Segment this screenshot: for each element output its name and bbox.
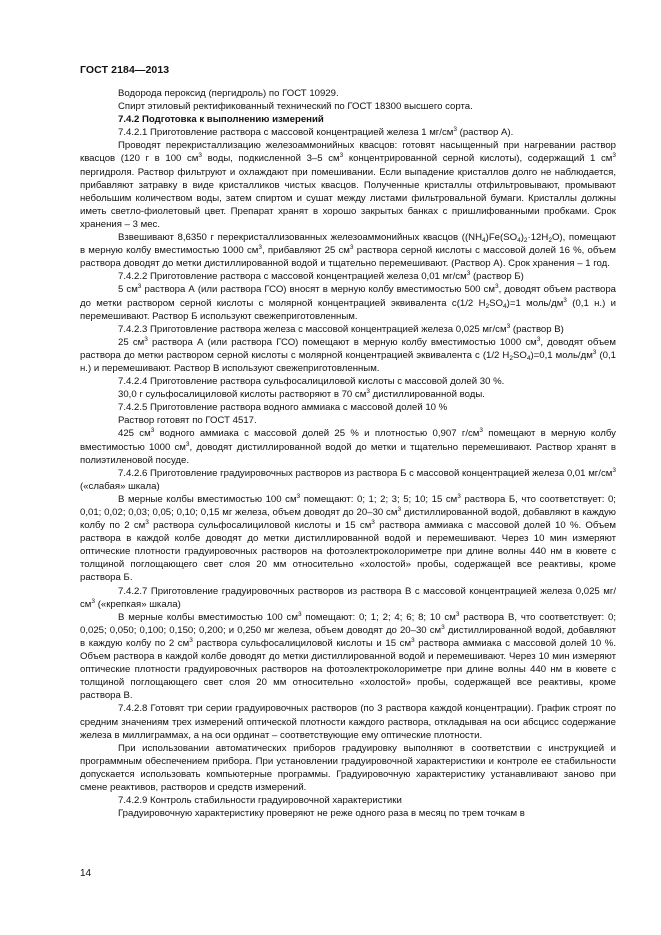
- paragraph: 7.4.2.9 Контроль стабильности градуировочной характеристики: [118, 795, 402, 807]
- paragraph: 5 $см^3$ раствора А (или раствора ГСО) вносят в мерную колбу вместимостью 500 $см^3$, доводят объем раствора до метки раствором серной кислоты с молярной концентрацией эквивалента с(1/2 $H_2SO_4)=1$ моль/$дм^3$ (0,1 н.) и перемешивают. Раствор Б используют свежеприготовленным.: [80, 283, 616, 322]
- paragraph: В мерные колбы вместимостью 100 $см^3$ помещают: 0; 1; 2; 3; 5; 10; 15 $см^3$ раствора Б, что соответствует: 0; 0,01; 0,02; 0,03; 0,05; 0,10; 0,15 мг железа, объем доводят до 20–30 $см^3$ дистиллированной водой, добавляют в каждую колбу по 2 $см^3$ раствора сульфосалициловой кислоты и 15 $см^3$ раствора аммиака с массовой долей 10 %. Объем раствора в каждой колбе доводят до метки дистиллированной водой и перемешивают. Через 10 мин измеряют оптические плотности градуировочных растворов на фотоэлектроколориметре при длине волны 440 нм в кювете с толщиной поглощающего свет слоя 20 мм относительно «холостой» пробы, содержащей все реактивы, кроме раствора Б.: [80, 492, 617, 584]
- paragraph: В мерные колбы вместимостью 100 $см^3$ помещают: 0; 1; 2; 4; 6; 8; 10 $см^3$ раствора В, что соответствует: 0; 0,025; 0,050; 0,100; 0,150; 0,200; и 0,250 мг железа, объем доводят до 20–30 $см^3$ дистиллированной водой, добавляют в каждую колбу по 2 $см^3$ раствора сульфосалициловой кислоты и 15 $см^3$ раствора аммиака с массовой долей 10 %. Объем раствора в каждой колбе доводят до метки дистиллированной водой и перемешивают. Через 10 мин измеряют оптические плотности градуировочных растворов на фотоэлектроколориметре при длине волны 440 нм в кювете с толщиной поглощающего свет слоя 20 мм относительно «холостой» пробы, содержащей все реактивы, кроме раствора В.: [80, 610, 617, 702]
- paragraph: 7.4.2.4 Приготовление раствора сульфосалициловой кислоты с массовой долей 30 %.: [118, 376, 505, 388]
- paragraph: Водорода пероксид (пергидроль) по ГОСТ 10929.: [118, 88, 339, 99]
- paragraph: 7.4.2.1 Приготовление раствора с массовой концентрацией железа 1 $мг/см^3$ (раствор А).: [118, 126, 514, 139]
- paragraph: Раствор готовят по ГОСТ 4517.: [118, 415, 257, 427]
- paragraph: 7.4.2.7 Приготовление градуировочных растворов из раствора В с массовой концентрацией железа 0,025 $мг/см^3$ («крепкая» шкала): [80, 585, 616, 610]
- paragraph: Спирт этиловый ректификованный технический по ГОСТ 18300 высшего сорта.: [118, 101, 473, 113]
- section-heading: 7.4.2 Подготовка к выполнению измерений: [118, 114, 324, 126]
- paragraph: 25 $см^3$ раствора А (или раствора ГСО) помещают в мерную колбу вместимостью 1000 $см^3$, доводят объем раствора до метки раствором серной кислоты с молярной концентрацией эквивалента с (1/2 $H_2SO_4)=0,1$ моль/$дм^3$ (0,1 н.) и перемешивают. Раствор В используют свежеприготовленным.: [80, 335, 616, 374]
- paragraph: Градуировочную характеристику проверяют не реже одного раза в месяц по трем точкам в: [118, 808, 525, 820]
- paragraph: 7.4.2.8 Готовят три серии градуировочных растворов (по 3 раствора каждой концентрации). График строят по средним значениям трех измерений оптической плотности каждого раствора, откладывая на оси абсцисс содержание железа в миллиграммах, а на оси ординат – соответствующие ему оптические плотности.: [80, 703, 616, 741]
- paragraph: 7.4.2.3 Приготовление раствора железа с массовой концентрацией железа 0,025 $мг/см^3$ (раствор В): [118, 322, 564, 335]
- page-number: 14: [80, 868, 92, 879]
- paragraph: 30,0 г сульфосалициловой кислоты растворяют в 70 $см^3$ дистиллированной воды.: [118, 388, 485, 401]
- paragraph: Взвешивают 8,6350 г перекристаллизованных железоаммонийных квасцов $((NH_4)Fe(SO_4)_2\cdot 12H_2O)$, помещают в мерную колбу вместимостью 1000 $см^3$, прибавляют 25 $см^3$ раствора серной кислоты с массовой долей 16 %, объем раствора доводят до метки дистиллированной водой и тщательно перемешивают. (Раствор А). Срок хранения – 1 год.: [80, 232, 616, 270]
- paragraph: 7.4.2.2 Приготовление раствора с массовой концентрацией железа 0,01 $мг/см^3$ (раствор Б): [118, 270, 524, 283]
- document-header: ГОСТ 2184—2013: [80, 64, 170, 76]
- paragraph: Проводят перекристаллизацию железоаммонийных квасцов: готовят насыщенный при нагревании раствор квасцов (120 г в 100 $см^3$ воды, подкисленной 3–5 $см^3$ концентрированной серной кислоты), содержащий 1 $см^3$ пергидроля. Раствор фильтруют и охлаждают при помешивании. Если выпадение кристаллов долго не наблюдается, прибавляют затравку в виде кристалликов чистых квасцов. Полученные кристаллы отфильтровывают, промывают небольшим количеством воды, затем спиртом и сушат между листами фильтровальной бумаги. Кристаллы должны иметь светло-фиолетовый цвет. Препарат хранят в хорошо закрытых банках с пришлифованными пробками. Срок хранения – 3 мес.: [80, 140, 616, 230]
- paragraph: 425 $см^3$ водного аммиака с массовой долей 25 % и плотностью 0,907 $г/см^3$ помещают в мерную колбу вместимостью 1000 $см^3$, доводят дистиллированной водой до метки и тщательно перемешивают. Раствор хранят в полиэтиленовой посуде.: [80, 427, 616, 466]
- paragraph: При использовании автоматических приборов градуировку выполняют в соответствии с инструкцией и программным обеспечением прибора. При установлении градуировочной характеристики и контроле ее стабильности допускается использовать компьютерные программы. Градуировочную характеристику устанавливают заново при смене реактивов, растворов и средств измерений.: [80, 742, 616, 793]
- paragraph: 7.4.2.5 Приготовление раствора водного аммиака с массовой долей 10 %: [118, 402, 448, 414]
- document-body: [80, 87, 616, 820]
- paragraph: 7.4.2.6 Приготовление градуировочных растворов из раствора Б с массовой концентрацией железа 0,01 $мг/см^3$ («слабая» шкала): [80, 466, 616, 492]
